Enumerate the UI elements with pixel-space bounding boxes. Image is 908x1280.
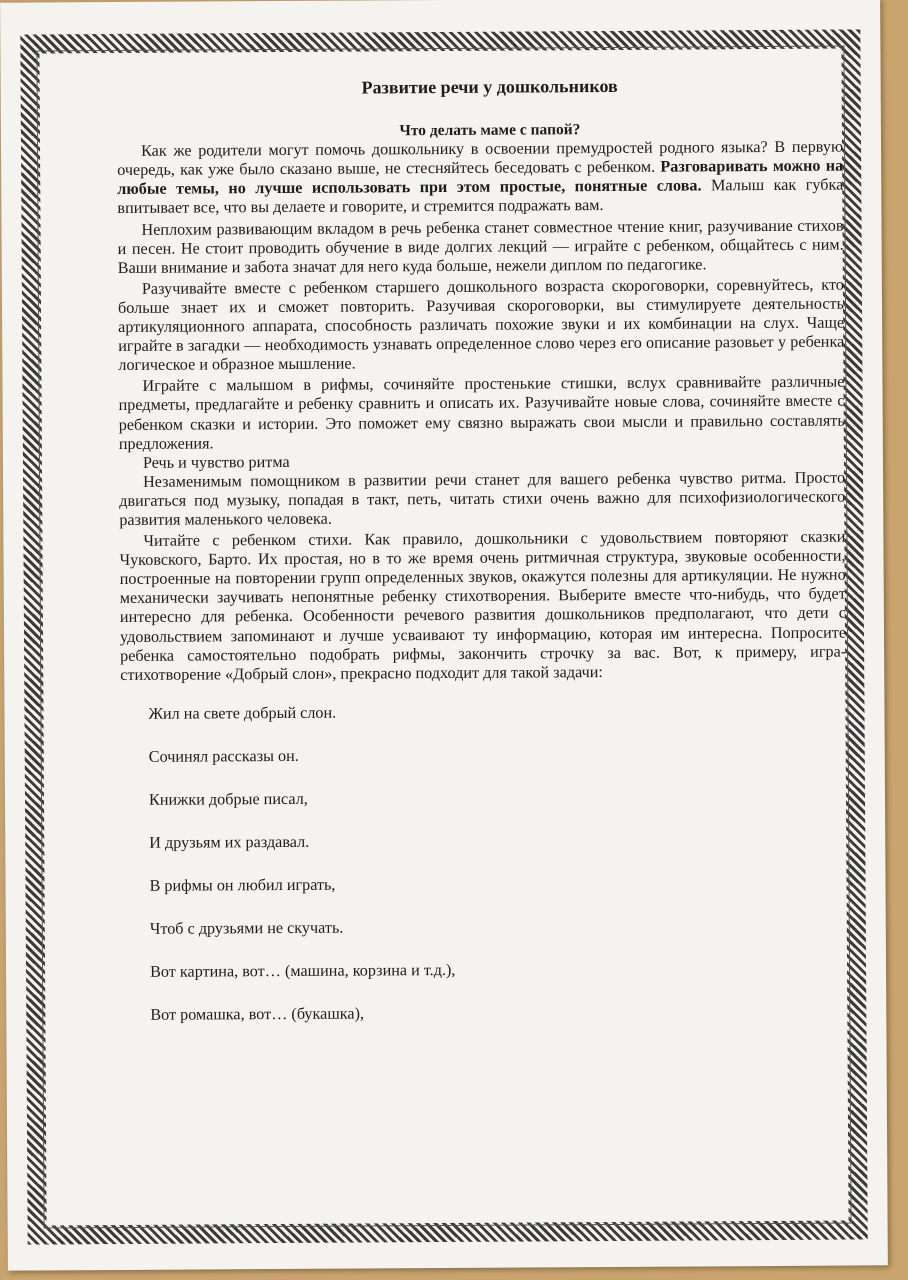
paragraph-1 [117,138,843,219]
paragraph-5: Незаменимым помощником в развитии речи станет для вашего ребенка чувство ритма. Просто двигаться под музыку, попадая в такт, петь, читать стихи очень важно для психофизиологического развития маленького человека. [119,468,846,529]
paragraph-1-start: Как же родители могут помочь дошкольнику в освоении премудростей родного языка? В первую очередь, как уже было сказано выше, не стесняйтесь беседовать с ребенком. [117,137,844,180]
poem-line: Книжки добрые писал, [148,789,308,809]
paragraph-3: Разучивайте вместе с ребенком старшего дошкольного возраста скороговорки, соревнуйтесь, кто больше знает их и сможет повторить. Разучивая скороговорки, вы стимулируете деятельность артикуляционного аппарата, способность различать похожие звуки и их комбинации на слух. Чаще играйте в загадки — необходимость узнавать определенное слово через его описание разовьет у ребенка логическое и образное мышление. [117,275,845,375]
paragraph-1-bold: Разговаривать можно на любые темы, но лучше использовать при этом простые, понятные слова. [117,156,844,199]
poem-line: В рифмы он любил играть, [149,875,336,895]
paragraph-6: Читайте с ребенком стихи. Как правило, дошкольники с удовольствием повторяют сказки Чуковского, Барто. Их простая, но в то же время очень ритмичная структура, звуковые особенности, построенные на повторении групп определенных звуков, окажутся полезны для артикуляции. Не нужно механически заучивать непонятные ребенку стихотворения. Выберите вместе что-нибудь, что будет интересно для ребенка. Особенности речевого развития дошкольников предполагают, что дети с удовольствием запоминают и лучше усваивают ту информацию, которая им интересна. Попросите ребенка самостоятельно подобрать рифмы, закончить строчку за вас. Вот, к примеру, игра-стихотворение «Добрый слон», прекрасно подходит для такой задачи: [119,527,847,684]
document-title: Развитие речи у дошкольников [361,75,618,98]
paragraph-1-end: Малыш как губка впитывает все, что вы делаете и говорите, и стремится подражать вам. [117,175,844,218]
poem [120,700,848,1048]
subheading-rhythm: Речь и чувство ритма [142,452,290,472]
document-body [117,76,849,1049]
poem-line: Вот ромашка, вот… (букашка), [150,1004,365,1024]
poem-line: Вот картина, вот… (машина, корзина и т.д.), [150,960,456,981]
paragraph-2: Неплохим развивающим вкладом в речь ребенка станет совместное чтение книг, разучивание стихов и песен. Не стоит проводить обучение в виде долгих лекций — играйте с ребенком, общайтесь с ним. Ваши внимание и забота значат для него куда больше, нежели диплом по педагогике. [117,216,844,277]
poem-line: Жил на свете добрый слон. [148,703,337,723]
poem-line: Чтоб с друзьями не скучать. [149,918,344,938]
poem-line: И друзьям их раздавал. [149,832,310,852]
section-heading: Что делать маме с папой? [399,121,581,140]
poem-line: Сочинял рассказы он. [148,746,299,766]
paragraph-4: Играйте с малышом в рифмы, сочиняйте простенькие стишки, вслух сравнивайте различные предметы, предлагайте и ребенку сравнить и описать их. Разучивайте новые слова, сочиняйте вместе с ребенком сказки и истории. Это поможет ему связно выражать свои мысли и правильно составлять предложения. [118,372,845,453]
